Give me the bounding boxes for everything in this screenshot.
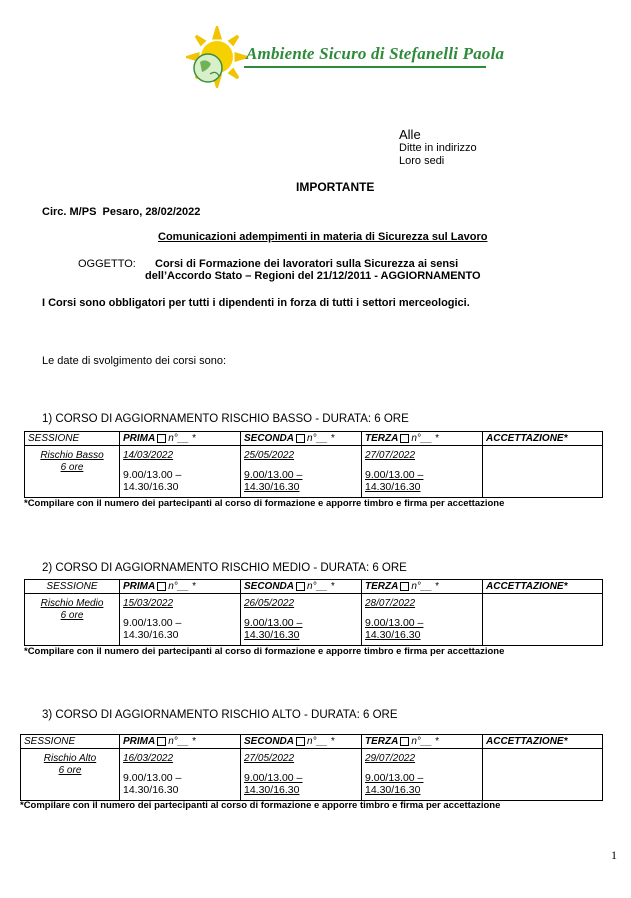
course-1-table	[24, 431, 603, 498]
oggetto-line-2: dell’Accordo Stato – Regioni del 21/12/2011 - AGGIORNAMENTO	[145, 270, 481, 282]
checkbox-icon	[157, 737, 166, 746]
recipient-title: Alle	[399, 127, 421, 142]
acceptance-cell[interactable]	[483, 446, 603, 498]
logo	[186, 26, 505, 88]
date-seconda: 27/05/2022	[244, 753, 295, 764]
col-terza: TERZA n°__ *	[362, 580, 483, 594]
session-name: Rischio Alto	[43, 753, 97, 764]
date-cell-terza: 27/07/2022 9.00/13.00 – 14.30/16.30	[362, 446, 483, 498]
date-cell-terza: 29/07/2022 9.00/13.00 – 14.30/16.30	[362, 749, 483, 801]
date-cell-seconda: 27/05/2022 9.00/13.00 – 14.30/16.30	[241, 749, 362, 801]
session-name: Rischio Medio	[40, 598, 104, 609]
course-3-table	[20, 734, 603, 801]
col-terza: TERZA n°__ *	[362, 432, 483, 446]
checkbox-icon	[400, 737, 409, 746]
col-accettazione: ACCETTAZIONE*	[483, 735, 603, 749]
session-cell	[25, 594, 120, 646]
col-prima: PRIMA n°__ *	[120, 580, 241, 594]
session-hours: 6 ore	[60, 462, 84, 473]
col-seconda: SECONDA n°__ *	[241, 580, 362, 594]
checkbox-icon	[157, 434, 166, 443]
col-accettazione: ACCETTAZIONE*	[483, 432, 603, 446]
date-cell-terza: 28/07/2022 9.00/13.00 – 14.30/16.30	[362, 594, 483, 646]
mandatory-statement: I Corsi sono obbligatori per tutti i dipendenti in forza di tutti i settori merceologici.	[42, 297, 470, 309]
course-1-note: *Compilare con il numero dei partecipanti al corso di formazione e apporre timbro e firma per accettazione	[24, 498, 505, 509]
recipient-line-1: Ditte in indirizzo	[399, 142, 477, 154]
acceptance-cell[interactable]	[483, 749, 603, 801]
oggetto-label: OGGETTO:	[78, 258, 136, 270]
session-cell	[21, 749, 120, 801]
date-cell-seconda: 25/05/2022 9.00/13.00 – 14.30/16.30	[241, 446, 362, 498]
date-prima: 15/03/2022	[123, 598, 174, 609]
session-cell	[25, 446, 120, 498]
session-hours: 6 ore	[60, 610, 84, 621]
page-number: 1	[611, 848, 617, 862]
course-3-note: *Compilare con il numero dei partecipanti al corso di formazione e apporre timbro e firma per accettazione	[20, 800, 501, 811]
checkbox-icon	[296, 434, 305, 443]
course-1-title: 1) CORSO DI AGGIORNAMENTO RISCHIO BASSO - DURATA: 6 ORE	[42, 413, 409, 425]
date-cell-seconda: 26/05/2022 9.00/13.00 – 14.30/16.30	[241, 594, 362, 646]
date-prima: 14/03/2022	[123, 450, 174, 461]
col-sessione: SESSIONE	[21, 735, 120, 749]
date-terza: 27/07/2022	[365, 450, 416, 461]
dates-intro: Le date di svolgimento dei corsi sono:	[42, 355, 227, 367]
acceptance-cell[interactable]	[483, 594, 603, 646]
checkbox-icon	[157, 582, 166, 591]
checkbox-icon	[296, 737, 305, 746]
logo-text: Ambiente Sicuro di Stefanelli Paola	[246, 44, 505, 63]
oggetto-line-1: Corsi di Formazione dei lavoratori sulla Sicurezza ai sensi	[155, 258, 459, 270]
important-heading: IMPORTANTE	[296, 180, 375, 194]
col-seconda: SECONDA n°__ *	[241, 735, 362, 749]
col-prima: PRIMA n°__ *	[120, 432, 241, 446]
logo-underline	[244, 66, 486, 68]
checkbox-icon	[400, 434, 409, 443]
col-sessione: SESSIONE	[25, 432, 120, 446]
col-seconda: SECONDA n°__ *	[241, 432, 362, 446]
session-name: Rischio Basso	[40, 450, 104, 461]
date-prima: 16/03/2022	[123, 753, 174, 764]
session-hours: 6 ore	[58, 765, 82, 776]
sun-globe-icon	[186, 26, 248, 88]
date-cell-prima: 15/03/2022 9.00/13.00 – 14.30/16.30	[120, 594, 241, 646]
circular-reference: Circ. M/PS Pesaro, 28/02/2022	[42, 206, 201, 218]
date-seconda: 25/05/2022	[244, 450, 295, 461]
col-accettazione: ACCETTAZIONE*	[483, 580, 603, 594]
date-terza: 28/07/2022	[365, 598, 416, 609]
col-terza: TERZA n°__ *	[362, 735, 483, 749]
checkbox-icon	[296, 582, 305, 591]
course-2-note: *Compilare con il numero dei partecipanti al corso di formazione e apporre timbro e firma per accettazione	[24, 646, 505, 657]
course-2-title: 2) CORSO DI AGGIORNAMENTO RISCHIO MEDIO - DURATA: 6 ORE	[42, 562, 407, 574]
course-3-title: 3) CORSO DI AGGIORNAMENTO RISCHIO ALTO - DURATA: 6 ORE	[42, 709, 398, 721]
course-2-table	[24, 579, 603, 646]
date-cell-prima: 16/03/2022 9.00/13.00 – 14.30/16.30	[120, 749, 241, 801]
col-prima: PRIMA n°__ *	[120, 735, 241, 749]
col-sessione: SESSIONE	[25, 580, 120, 594]
date-cell-prima: 14/03/2022 9.00/13.00 – 14.30/16.30	[120, 446, 241, 498]
recipient-line-2: Loro sedi	[399, 155, 445, 167]
checkbox-icon	[400, 582, 409, 591]
date-seconda: 26/05/2022	[244, 598, 295, 609]
subject-heading: Comunicazioni adempimenti in materia di Sicurezza sul Lavoro	[158, 231, 488, 243]
date-terza: 29/07/2022	[365, 753, 416, 764]
